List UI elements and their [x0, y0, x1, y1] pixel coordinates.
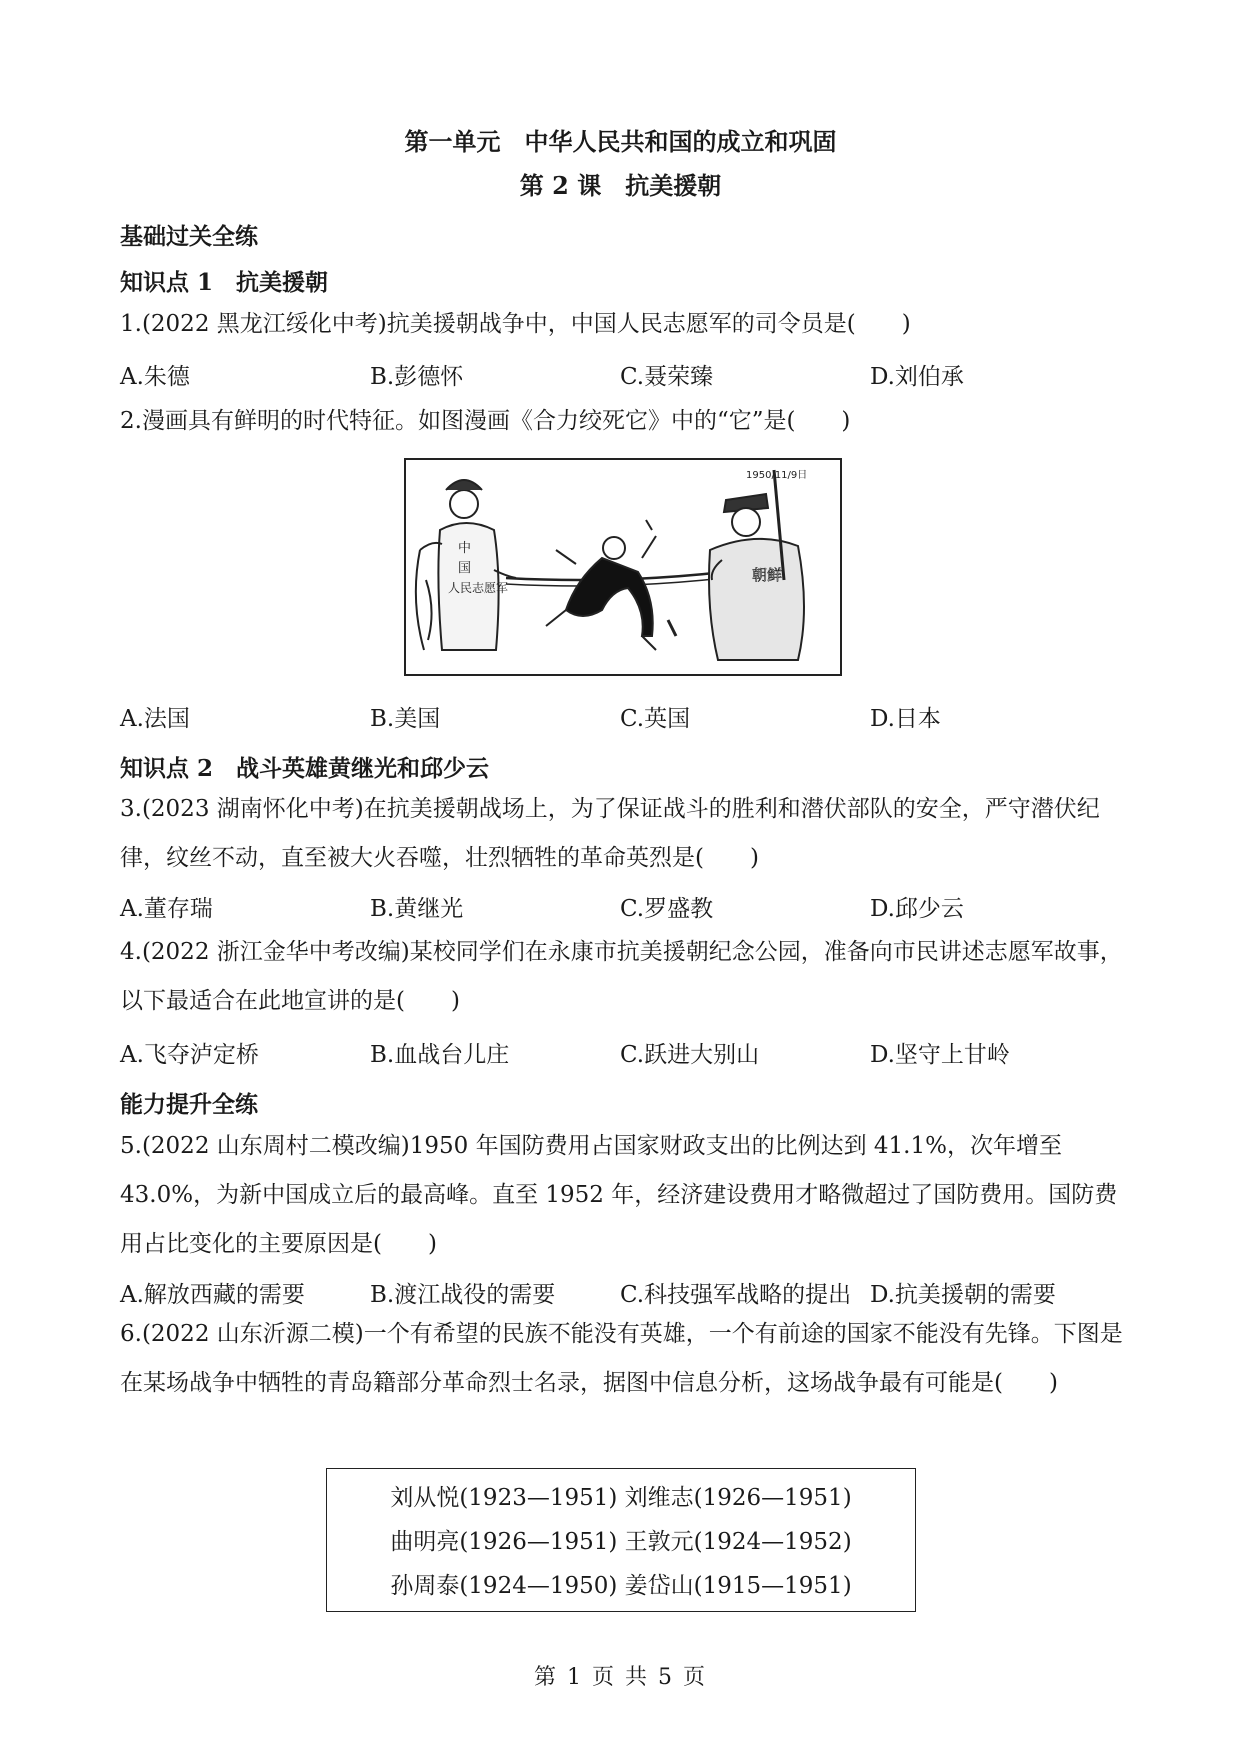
option-d: D.邱少云	[870, 896, 964, 922]
section-heading-advanced: 能力提升全练	[120, 1091, 258, 1118]
option-b: B.黄继光	[370, 896, 464, 922]
option-a: A.董存瑞	[120, 896, 213, 922]
option-a: A.解放西藏的需要	[120, 1282, 305, 1308]
option-a: A.朱德	[120, 364, 190, 390]
option-b: B.美国	[370, 706, 441, 732]
option-b: B.彭德怀	[370, 364, 464, 390]
section-heading-basic: 基础过关全练	[120, 223, 258, 250]
option-d: D.刘伯承	[870, 364, 964, 390]
page-footer: 第 1 页 共 5 页	[534, 1665, 707, 1690]
option-d: D.坚守上甘岭	[870, 1042, 1010, 1068]
option-c: C.罗盛教	[620, 896, 714, 922]
question-3-options	[120, 890, 1130, 930]
cartoon-date: 1950/11/9日	[746, 470, 808, 481]
option-c: C.聂荣臻	[620, 364, 714, 390]
cartoon-label-right: 朝鲜	[752, 566, 783, 584]
martyr-roster-table	[326, 1468, 916, 1612]
option-c: C.跃进大别山	[620, 1042, 760, 1068]
unit-title: 第一单元 中华人民共和国的成立和巩固	[404, 127, 837, 156]
option-c: C.英国	[620, 706, 691, 732]
question-5-stem: 5.(2022 山东周村二模改编)1950 年国防费用占国家财政支出的比例达到 41.1%，次年增至 43.0%，为新中国成立后的最高峰。直至 1952 年，经济建设费用才略微超过了国防费用。国防费用占比变化的主要原因是( )	[120, 1133, 1118, 1257]
option-c: C.科技强军战略的提出	[620, 1282, 852, 1308]
roster-row: 孙周泰(1924—1950) 姜岱山(1915—1951)	[390, 1573, 852, 1599]
knowledge-point-1-heading: 知识点 1 抗美援朝	[120, 269, 329, 296]
option-a: A.飞夺泸定桥	[120, 1042, 259, 1068]
roster-row: 刘从悦(1923—1951) 刘维志(1926—1951)	[390, 1485, 852, 1511]
knowledge-point-2-heading: 知识点 2 战斗英雄黄继光和邱少云	[120, 755, 490, 782]
roster-row: 曲明亮(1926—1951) 王敦元(1924—1952)	[390, 1529, 852, 1555]
question-1-options	[120, 358, 1130, 398]
cartoon-illustration	[406, 460, 840, 674]
option-b: B.渡江战役的需要	[370, 1282, 556, 1308]
cartoon-label-left-1: 中	[458, 541, 472, 556]
question-3-stem: 3.(2023 湖南怀化中考)在抗美援朝战场上，为了保证战斗的胜利和潜伏部队的安全，严守潜伏纪律，纹丝不动，直至被大火吞噬，壮烈牺牲的革命英烈是( )	[120, 796, 1100, 871]
option-b: B.血战台儿庄	[370, 1042, 510, 1068]
option-d: D.日本	[870, 706, 941, 732]
cartoon-label-left-3: 人民志愿军	[448, 581, 509, 595]
option-d: D.抗美援朝的需要	[870, 1282, 1056, 1308]
option-a: A.法国	[120, 706, 190, 732]
question-4-options	[120, 1036, 1130, 1076]
cartoon-label-left-2: 国	[458, 561, 472, 576]
question-2-options	[120, 700, 1130, 740]
question-1-stem: 1.(2022 黑龙江绥化中考)抗美援朝战争中，中国人民志愿军的司令员是( )	[120, 311, 911, 337]
question-4-stem: 4.(2022 浙江金华中考改编)某校同学们在永康市抗美援朝纪念公园，准备向市民讲述志愿军故事，以下最适合在此地宣讲的是( )	[120, 939, 1123, 1014]
question-6-stem: 6.(2022 山东沂源二模)一个有希望的民族不能没有英雄，一个有前途的国家不能没有先锋。下图是在某场战争中牺牲的青岛籍部分革命烈士名录，据图中信息分析，这场战争最有可能是( )	[120, 1321, 1123, 1396]
cartoon-image	[404, 458, 842, 676]
question-2-stem: 2.漫画具有鲜明的时代特征。如图漫画《合力绞死它》中的“它”是( )	[120, 408, 851, 434]
lesson-title: 第 2 课 抗美援朝	[519, 171, 722, 200]
